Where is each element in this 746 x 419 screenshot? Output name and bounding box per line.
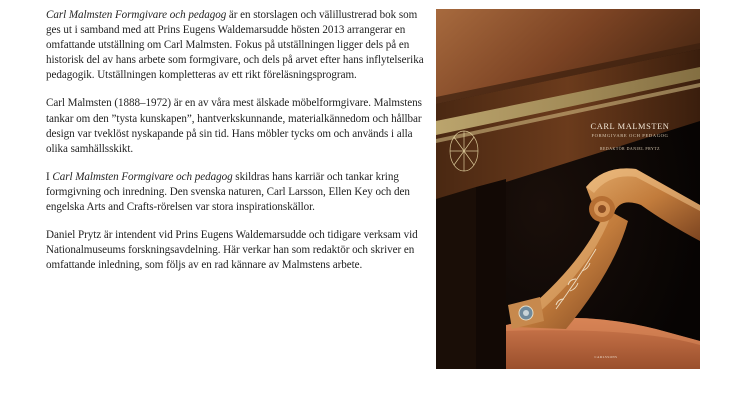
description-paragraph-1 <box>46 8 434 83</box>
description-paragraph-4: Daniel Prytz är intendent vid Prins Eugens Waldemarsudde och tidigare verksam vid Nationalmuseums forskningsavdelning. Här verkar han som redaktör och skriver en omfattande inledning, som följs av en rad kännare av Malmstens arbete. <box>46 229 418 272</box>
table-leg <box>436 187 476 369</box>
cover-editor: REDAKTÖR DANIEL PRYTZ <box>599 147 661 151</box>
paragraph-3-text: skildras hans karriär och tankar kring formgivning och inredning. Den svenska naturen, Carl Larsson, Ellen Key och den engelska Arts and Crafts-rörelsen var stora inspirationskällor. <box>46 170 410 214</box>
book-title-italic: Carl Malmsten Formgivare och pedagog <box>46 9 227 21</box>
cover-title: CARL MALMSTEN <box>590 122 670 131</box>
inlay-ornament <box>450 131 478 171</box>
description-paragraph-3 <box>46 170 434 215</box>
paragraph-3-lead: I <box>46 170 53 183</box>
book-description <box>46 8 434 286</box>
book-cover <box>436 9 700 369</box>
cover-publisher: CARLSSONS <box>594 355 618 359</box>
paragraph-1-text: är en storslagen och välillustrerad bok som ges ut i samband med att Prins Eugens Waldemarsudde hösten 2013 arrangerar en omfattande utställning om Carl Malmsten. Fokus på utställningen ligger dels på en historisk del av hans arbete som formgivare, och dels på arvet efter hans inflytelserika pedagogik. Utställningen kompletteras av ett rikt föreläsningsprogram. <box>46 9 424 82</box>
cover-subtitle: FORMGIVARE OCH PEDAGOG <box>591 133 669 138</box>
cover-photo <box>436 9 700 369</box>
description-paragraph-2: Carl Malmsten (1888–1972) är en av våra mest älskade möbelformgivare. Malmstens tankar om den ”tysta kunskapen”, hantverkskunnande, materialkännedom och hållbar design var tveklöst nyskapande på sin tid. Hans möbler tycks om och används i alla olika samhällsskikt. <box>46 97 422 155</box>
book-title-italic: Carl Malmsten Formgivare och pedagog <box>52 170 233 183</box>
